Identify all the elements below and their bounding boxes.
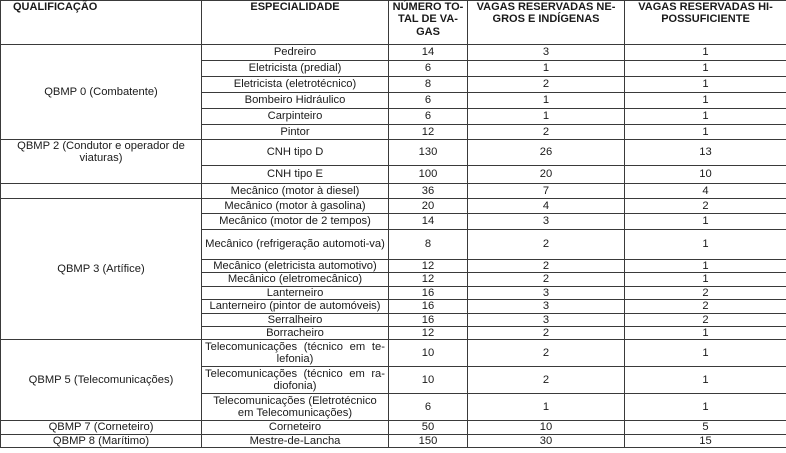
cell-total: 16 [389,286,468,299]
table-row [1,199,786,214]
cell-especialidade: Mecânico (motor à diesel) [202,184,389,199]
cell-total: 10 [389,340,468,367]
cell-especialidade: Telecomunicações (Eletrotécnico em Telecomunicações) [202,394,389,421]
cell-negros: 1 [468,93,625,109]
cell-total: 14 [389,214,468,230]
cell-hipo: 2 [625,300,786,313]
cell-hipo: 2 [625,199,786,214]
group-qbmp3: QBMP 3 (Artífice) [1,199,202,340]
cell-hipo: 1 [625,367,786,394]
cell-hipo: 1 [625,109,786,125]
cell-total: 50 [389,421,468,434]
cell-hipo: 1 [625,93,786,109]
cell-especialidade: Eletricista (predial) [202,61,389,77]
cell-negros: 3 [468,300,625,313]
cell-especialidade: Mecânico (motor de 2 tempos) [202,214,389,230]
cell-especialidade: Corneteiro [202,421,389,434]
group-qbmp7: QBMP 7 (Corneteiro) [1,421,202,434]
cell-especialidade: Eletricista (eletrotécnico) [202,77,389,93]
cell-total: 36 [389,184,468,199]
cell-negros: 2 [468,367,625,394]
cell-hipo: 4 [625,184,786,199]
cell-especialidade: Mestre-de-Lancha [202,434,389,447]
cell-negros: 1 [468,61,625,77]
table-row [1,140,786,166]
cell-especialidade: Mecânico (eletromecânico) [202,273,389,286]
cell-negros: 30 [468,434,625,447]
cell-hipo: 2 [625,286,786,299]
cell-total: 12 [389,125,468,140]
cell-hipo: 1 [625,340,786,367]
cell-negros: 1 [468,394,625,421]
cell-negros: 7 [468,184,625,199]
table-row [1,340,786,367]
cell-negros: 3 [468,45,625,61]
table-row [1,421,786,434]
cell-negros: 4 [468,199,625,214]
cell-total: 6 [389,394,468,421]
cell-hipo: 1 [625,394,786,421]
cell-total: 12 [389,327,468,340]
cell-especialidade: Borracheiro [202,327,389,340]
cell-negros: 3 [468,313,625,326]
cell-hipo: 1 [625,327,786,340]
cell-hipo: 2 [625,313,786,326]
cell-especialidade: Mecânico (eletricista automotivo) [202,260,389,273]
cell-total: 20 [389,199,468,214]
cell-hipo: 1 [625,45,786,61]
cell-hipo: 1 [625,273,786,286]
cell-especialidade: Pintor [202,125,389,140]
group-qbmp8: QBMP 8 (Marítimo) [1,434,202,447]
cell-total: 12 [389,260,468,273]
cell-hipo: 1 [625,61,786,77]
cell-especialidade: Lanterneiro [202,286,389,299]
cell-total: 16 [389,313,468,326]
header-especialidade: ESPECIALIDADE [202,1,389,45]
cell-total: 12 [389,273,468,286]
cell-negros: 20 [468,166,625,184]
cell-total: 100 [389,166,468,184]
cell-negros: 2 [468,340,625,367]
table-row [1,184,786,199]
cell-negros: 2 [468,77,625,93]
group-qbmp0: QBMP 0 (Combatente) [1,45,202,140]
cell-negros: 10 [468,421,625,434]
cell-total: 6 [389,61,468,77]
cell-hipo: 1 [625,77,786,93]
group-qbmp5: QBMP 5 (Telecomunicações) [1,340,202,421]
cell-total: 150 [389,434,468,447]
cell-hipo: 5 [625,421,786,434]
cell-total: 130 [389,140,468,166]
header-numero-total: NÚMERO TO-TAL DE VA-GAS [389,1,468,45]
cell-hipo: 1 [625,230,786,260]
header-row [1,1,786,45]
header-vagas-hipossuficiente: VAGAS RESERVADAS HI-POSSUFICIENTE [625,1,786,45]
cell-especialidade: Mecânico (motor à gasolina) [202,199,389,214]
cell-especialidade: Lanterneiro (pintor de automóveis) [202,300,389,313]
cell-negros: 3 [468,214,625,230]
cell-total: 14 [389,45,468,61]
cell-hipo: 1 [625,260,786,273]
cell-especialidade: Bombeiro Hidráulico [202,93,389,109]
cell-negros: 3 [468,286,625,299]
cell-especialidade: Telecomunicações (técnico em te-lefonia) [202,340,389,367]
cell-hipo: 13 [625,140,786,166]
cell-especialidade: Pedreiro [202,45,389,61]
cell-negros: 2 [468,273,625,286]
cell-total: 6 [389,109,468,125]
cell-negros: 1 [468,109,625,125]
cell-total: 8 [389,77,468,93]
cell-especialidade: CNH tipo E [202,166,389,184]
cell-negros: 2 [468,327,625,340]
header-vagas-negros-indigenas: VAGAS RESERVADAS NE-GROS E INDÍGENAS [468,1,625,45]
cell-total: 10 [389,367,468,394]
cell-negros: 2 [468,260,625,273]
cell-especialidade: Serralheiro [202,313,389,326]
cell-especialidade: Telecomunicações (técnico em ra-diofonia) [202,367,389,394]
cell-total: 8 [389,230,468,260]
cell-especialidade: Carpinteiro [202,109,389,125]
cell-hipo: 1 [625,125,786,140]
cell-total: 16 [389,300,468,313]
cell-total: 6 [389,93,468,109]
cell-negros: 2 [468,125,625,140]
table-row [1,45,786,61]
cell-hipo: 15 [625,434,786,447]
cell-negros: 26 [468,140,625,166]
cell-hipo: 1 [625,214,786,230]
cell-empty-qualificacao [1,184,202,199]
cell-especialidade: CNH tipo D [202,140,389,166]
cell-hipo: 10 [625,166,786,184]
group-qbmp2: QBMP 2 (Condutor e operador de viaturas) [1,140,202,184]
header-qualificacao: QUALIFICAÇÃO [1,1,202,45]
cell-negros: 2 [468,230,625,260]
cell-especialidade: Mecânico (refrigeração automoti-va) [202,230,389,260]
table-row [1,434,786,447]
